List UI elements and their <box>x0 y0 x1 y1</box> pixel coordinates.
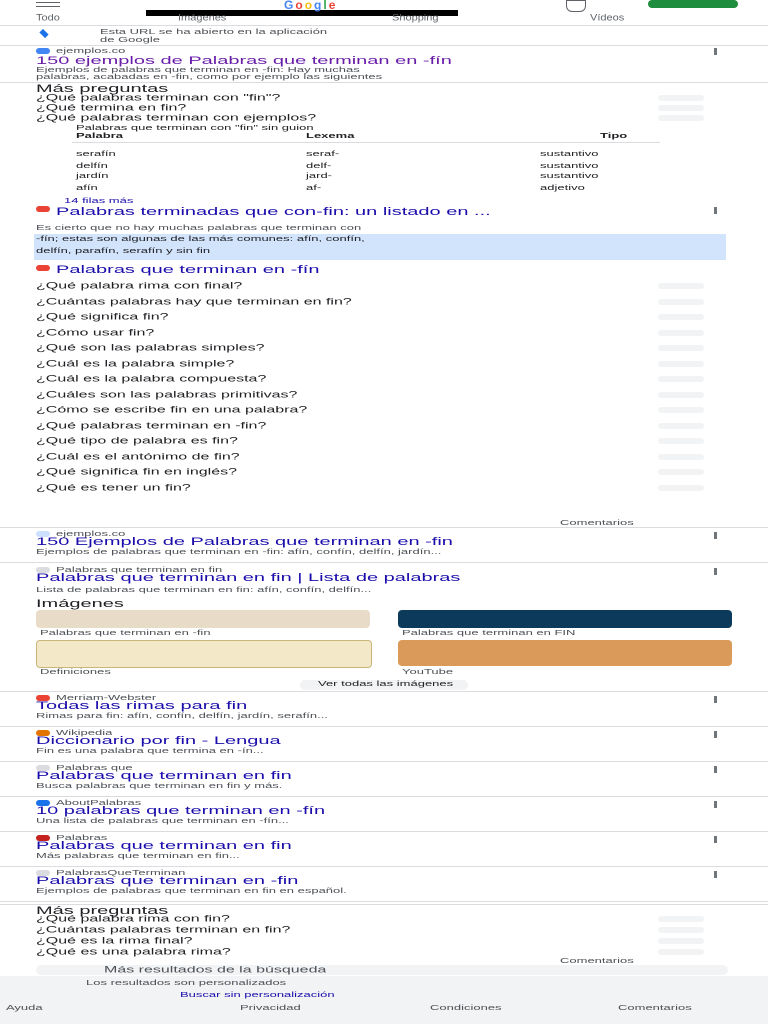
paa2-heading[interactable]: Palabras que terminan en -fín <box>56 264 320 276</box>
sparkle-icon <box>39 29 48 38</box>
result-snippet: Ejemplos de palabras que terminan en fin en español. <box>36 887 347 895</box>
footer-link[interactable]: Condiciones <box>430 1004 502 1012</box>
chevron-down-icon[interactable] <box>658 392 704 398</box>
image-caption: YouTube <box>402 668 454 676</box>
chevron-down-icon[interactable] <box>658 95 704 101</box>
result-title[interactable]: 150 Ejemplos de Palabras que terminan en -fin <box>36 536 453 548</box>
footer-link[interactable]: Buscar sin personalización <box>180 991 335 999</box>
labs-icon[interactable] <box>566 0 586 12</box>
divider <box>0 726 768 727</box>
more-options-icon[interactable] <box>714 871 720 877</box>
result-title[interactable]: Diccionario por fin - Lengua <box>36 735 281 747</box>
paa-question[interactable]: ¿Qué son las palabras simples? <box>36 344 265 353</box>
paa-question[interactable]: ¿Qué es la rima final? <box>36 937 193 946</box>
result-site: Wikipedia <box>56 729 113 737</box>
menu-icon[interactable] <box>36 2 60 7</box>
table-cell: jardín <box>76 171 109 180</box>
result-site: AboutPalabras <box>56 799 142 807</box>
result-title[interactable]: Palabras que terminan en fin <box>36 770 292 782</box>
more-options-icon[interactable] <box>714 207 720 213</box>
paa-question[interactable]: ¿Qué es tener un fin? <box>36 483 191 493</box>
table-cell: adjetivo <box>540 183 585 192</box>
chevron-down-icon[interactable] <box>658 927 704 933</box>
divider <box>0 831 768 832</box>
chevron-down-icon[interactable] <box>658 376 704 382</box>
table-cell: delf- <box>306 161 332 170</box>
chevron-down-icon[interactable] <box>658 345 704 351</box>
table-cell: serafín <box>76 149 116 158</box>
chevron-down-icon[interactable] <box>658 283 704 289</box>
result-site: Palabras <box>56 834 108 842</box>
favicon <box>36 265 50 271</box>
result-site: Palabras que <box>56 764 133 772</box>
more-options-icon[interactable] <box>714 731 720 737</box>
result-snippet-2: palabras, acabadas en -fin, como por ejemplo las siguientes <box>36 73 383 81</box>
result-title[interactable]: Todas las rimas para fin <box>36 700 248 712</box>
more-options-icon[interactable] <box>714 696 720 702</box>
table-cell: delfín <box>76 161 108 170</box>
table-cell: af- <box>306 183 322 192</box>
chevron-down-icon[interactable] <box>658 938 704 944</box>
chevron-up-icon[interactable] <box>658 115 704 121</box>
table-cell: sustantivo <box>540 149 599 158</box>
images-heading: Imágenes <box>36 598 124 610</box>
divider <box>0 761 768 762</box>
table-header: Lexema <box>306 131 355 140</box>
paa-question[interactable]: ¿Qué palabras terminan en -fin? <box>36 421 267 431</box>
chevron-down-icon[interactable] <box>658 330 704 336</box>
chevron-down-icon[interactable] <box>658 407 704 413</box>
result-snippet: Rimas para fin: afín, confín, delfín, jardín, serafín... <box>36 712 328 720</box>
paa-question[interactable]: ¿Cuántas palabras hay que terminan en fin? <box>36 297 352 307</box>
paa-question[interactable]: ¿Qué significa fin en inglés? <box>36 468 237 477</box>
tab-videos[interactable]: Vídeos <box>590 13 625 23</box>
google-logo[interactable]: Google <box>284 0 338 12</box>
tab-images[interactable]: Imágenes <box>178 13 227 23</box>
table-cell: jard- <box>306 171 333 180</box>
more-options-icon[interactable] <box>714 568 720 574</box>
table-header: Tipo <box>600 131 628 140</box>
result-snippet: Busca palabras que terminan en fin y más. <box>36 782 283 790</box>
app-note-2: de Google <box>100 36 160 44</box>
table-header: Palabra <box>76 131 123 140</box>
paa-question[interactable]: ¿Cuáles son las palabras primitivas? <box>36 390 298 400</box>
featured-title[interactable]: Palabras terminadas que con-fin: un listado en ... <box>56 206 491 218</box>
result-title[interactable]: Palabras que terminan en -fin <box>36 875 299 887</box>
result-site: ejemplos.co <box>56 530 126 538</box>
image-caption: Definiciones <box>40 668 111 676</box>
footer <box>0 976 768 1024</box>
featured-snippet: -fín; estas son algunas de las más comunes: afín, confín, <box>36 235 365 243</box>
result-snippet: Fin es una palabra que termina en -ín... <box>36 747 264 755</box>
table-cell: seraf- <box>306 149 340 158</box>
footer-link[interactable]: Privacidad <box>240 1004 301 1012</box>
chevron-down-icon[interactable] <box>658 469 704 475</box>
table-cell: sustantivo <box>540 161 599 170</box>
result-title[interactable]: 150 ejemplos de Palabras que terminan en -fín <box>36 55 452 67</box>
image-caption: Palabras que terminan en -fin <box>40 629 211 637</box>
result-title[interactable]: 10 palabras que terminan en -fín <box>36 805 326 817</box>
result-site: Merriam-Webster <box>56 694 157 702</box>
result-snippet: Más palabras que terminan en fin... <box>36 852 240 860</box>
tab-shopping[interactable]: Shopping <box>392 13 439 23</box>
result-site: PalabrasQueTerminan <box>56 869 186 877</box>
paa-question[interactable]: ¿Qué tipo de palabra es fin? <box>36 437 238 446</box>
paa3-heading: Más preguntas <box>36 905 169 917</box>
chevron-down-icon[interactable] <box>658 299 704 305</box>
image-caption: Palabras que terminan en FIN <box>402 629 576 637</box>
paa-question[interactable]: ¿Qué significa fin? <box>36 313 169 322</box>
footer-link[interactable]: Comentarios <box>618 1004 692 1012</box>
table-cell: sustantivo <box>540 171 599 180</box>
feedback-link[interactable]: Comentarios <box>560 957 634 965</box>
more-options-icon[interactable] <box>714 836 720 842</box>
chevron-down-icon[interactable] <box>658 485 704 491</box>
more-options-icon[interactable] <box>714 532 720 538</box>
result-title[interactable]: Palabras que terminan en fin | Lista de palabras <box>36 572 461 584</box>
more-options-icon[interactable] <box>714 48 720 54</box>
favicon <box>36 48 50 54</box>
table-caption: Palabras que terminan con "fin" sin guion <box>76 124 314 132</box>
favicon <box>36 206 50 212</box>
chevron-down-icon[interactable] <box>658 454 704 460</box>
paa-question[interactable]: ¿Cómo usar fin? <box>36 328 155 338</box>
featured-snippet: Es cierto que no hay muchas palabras que terminan con <box>36 224 362 232</box>
table-cell: afín <box>76 183 98 192</box>
divider <box>0 901 768 902</box>
avatar[interactable] <box>648 0 738 8</box>
paa-question[interactable]: ¿Qué es una palabra rima? <box>36 948 231 957</box>
chevron-down-icon[interactable] <box>658 105 704 111</box>
result-snippet: Lista de palabras que terminan en fin: afín, confín, delfín... <box>36 586 372 594</box>
result-snippet: Una lista de palabras que terminan en -fín... <box>36 817 289 825</box>
paa-question[interactable]: ¿Cuál es la palabra compuesta? <box>36 375 267 384</box>
chevron-down-icon[interactable] <box>658 314 704 320</box>
feedback-link[interactable]: Comentarios <box>560 519 634 527</box>
result-title[interactable]: Palabras que terminan en fin <box>36 840 292 852</box>
more-options-icon[interactable] <box>714 766 720 772</box>
paa-heading: Más preguntas <box>36 83 169 95</box>
result-site: ejemplos.co <box>56 47 126 55</box>
chevron-down-icon[interactable] <box>658 916 704 922</box>
app-note: Esta URL se ha abierto en la aplicación <box>100 28 328 36</box>
divider <box>0 796 768 797</box>
paa-question[interactable]: ¿Qué termina en fin? <box>36 104 187 113</box>
image-thumbnail[interactable] <box>36 610 370 628</box>
more-options-icon[interactable] <box>714 801 720 807</box>
more-images-label: Ver todas las imágenes <box>318 680 454 688</box>
footer-note: Los resultados son personalizados <box>86 979 287 987</box>
image-thumbnail[interactable] <box>398 640 732 666</box>
more-rows-link[interactable]: 14 filas más <box>64 197 134 205</box>
chevron-down-icon[interactable] <box>658 949 704 955</box>
chevron-down-icon[interactable] <box>658 438 704 444</box>
paa-question[interactable]: ¿Qué palabra rima con final? <box>36 282 243 291</box>
paa-question[interactable]: ¿Cómo se escribe fin en una palabra? <box>36 406 308 415</box>
paa-question[interactable]: ¿Cuántas palabras terminan en fin? <box>36 926 291 935</box>
paa-question[interactable]: ¿Qué palabras terminan con "fin"? <box>36 94 281 103</box>
divider <box>0 866 768 867</box>
result-snippet: Ejemplos de palabras que terminan en -fin: afín, confín, delfín, jardín... <box>36 548 442 556</box>
chevron-down-icon[interactable] <box>658 423 704 429</box>
search-tabs <box>0 14 768 24</box>
paa-question[interactable]: ¿Qué palabra rima con fin? <box>36 915 230 924</box>
result-snippet: Ejemplos de palabras que terminan en -fin: Hay muchas <box>36 66 360 74</box>
featured-snippet: delfín, parafín, serafín y sin fin <box>36 247 211 255</box>
tab-all[interactable]: Todo <box>36 13 60 23</box>
more-results-label: Más resultados de la búsqueda <box>104 966 327 975</box>
image-thumbnail[interactable] <box>36 640 372 668</box>
image-thumbnail[interactable] <box>398 610 732 628</box>
result-site: Palabras que terminan en fin <box>56 566 223 574</box>
paa-question[interactable]: ¿Qué palabras terminan con ejemplos? <box>36 114 317 123</box>
chevron-down-icon[interactable] <box>658 361 704 367</box>
paa-question[interactable]: ¿Cuál es el antónimo de fin? <box>36 452 240 462</box>
paa-question[interactable]: ¿Cuál es la palabra simple? <box>36 359 235 369</box>
footer-link[interactable]: Ayuda <box>6 1004 43 1012</box>
